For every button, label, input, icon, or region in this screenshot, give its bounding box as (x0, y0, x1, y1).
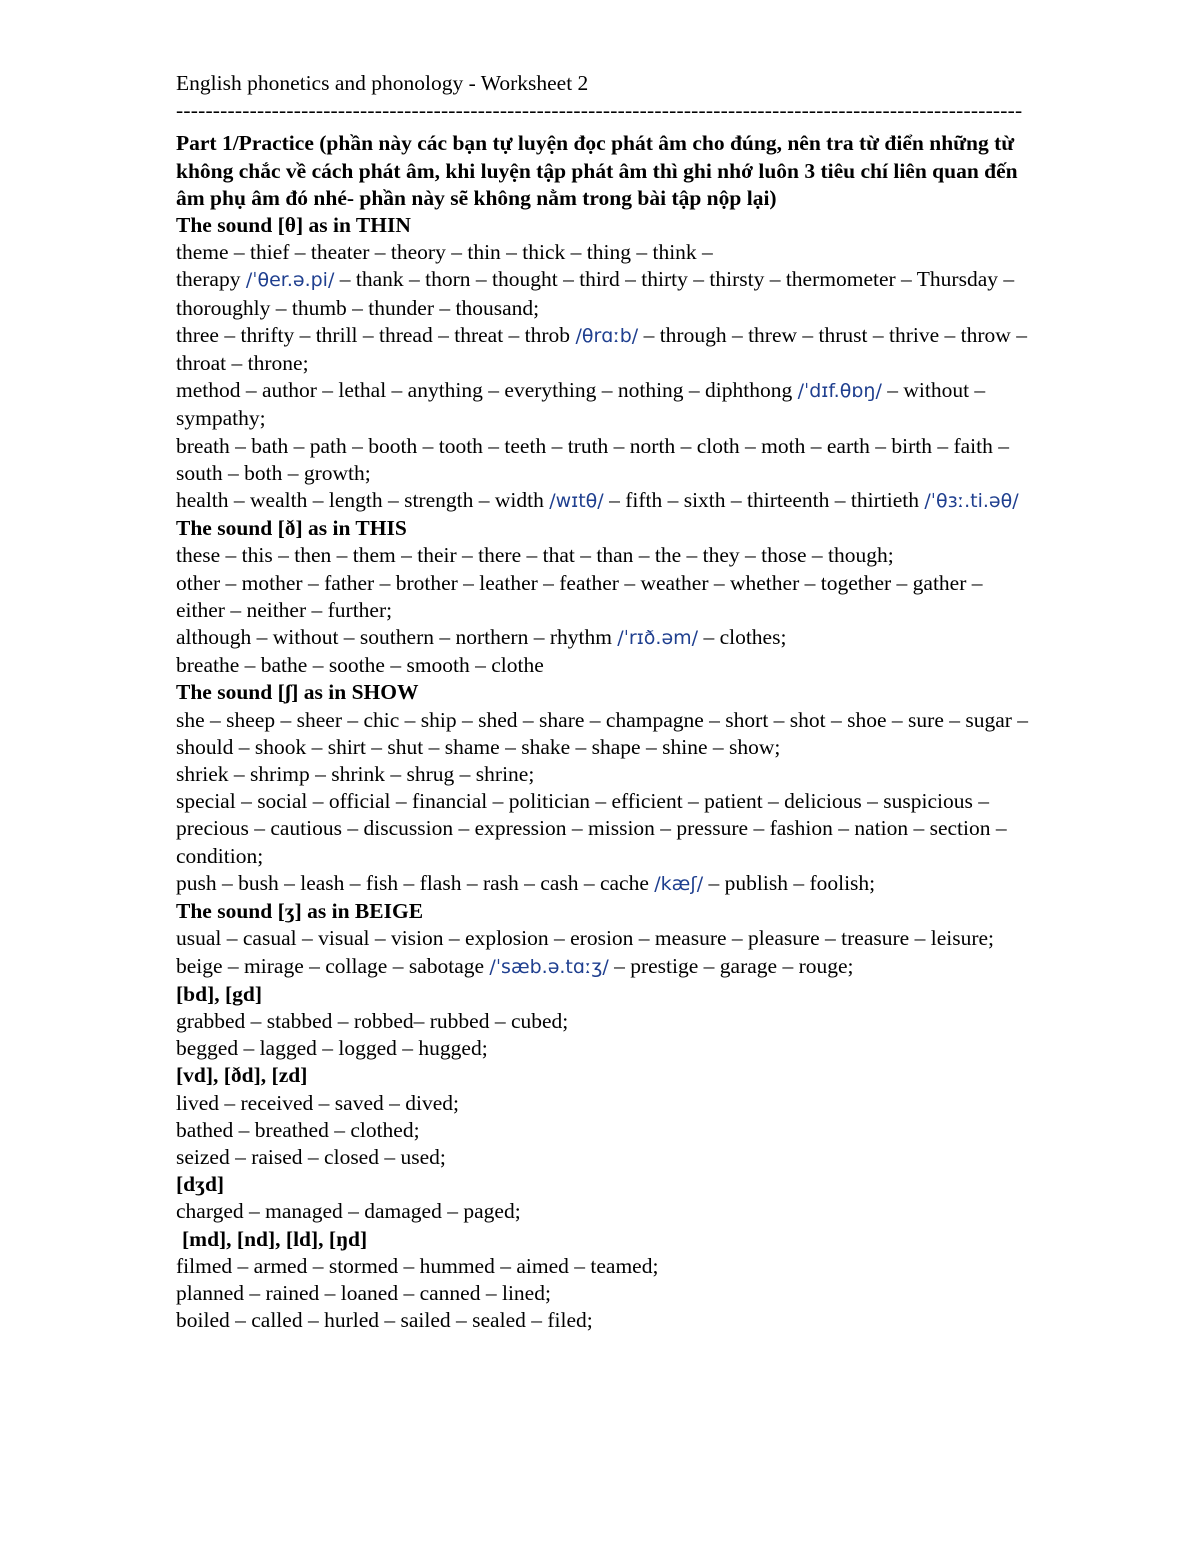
eth-line-2: other – mother – father – brother – leather – feather – weather – whether – together – gather – either – neither – further; (176, 570, 983, 622)
text: push – bush – leash – fish – flash – rash – cash – cache (176, 870, 655, 895)
text: beige – mirage – collage – sabotage (176, 953, 490, 978)
bd-gd-line-2: begged – lagged – logged – hugged; (176, 1036, 488, 1061)
text: although – without – southern – northern – rhythm (176, 625, 618, 650)
part1-title: Part 1/Practice (phần này các bạn tự luyện đọc phát âm cho đúng, nên tra từ điển những từ không chắc về cách phát âm, khi luyện tập phát âm thì ghi nhớ luôn 3 tiêu chí liên quan đến âm phụ âm đó nhé- phần này sẽ không nằm trong bài tập nộp lại) (176, 131, 1018, 210)
ipa-transcription: /ˈdɪf.θɒŋ/ (797, 380, 882, 403)
theta-line-2 (176, 266, 1036, 321)
section-theta-title: The sound [θ] as in THIN (176, 213, 411, 238)
text: health – wealth – length – strength – width (176, 488, 550, 513)
ipa-transcription: /wɪtθ/ (549, 490, 604, 513)
md-line-3: boiled – called – hurled – sailed – sealed – filed; (176, 1308, 593, 1333)
text: – prestige – garage – rouge; (608, 953, 854, 978)
section-dzd-title: [dʒd] (176, 1172, 225, 1197)
text: therapy (176, 267, 246, 292)
ipa-transcription: /θrɑːb/ (575, 324, 639, 347)
vd-line-1: lived – received – saved – dived; (176, 1090, 459, 1115)
text: – clothes; (698, 625, 787, 650)
esh-line-3: special – social – official – financial – politician – efficient – patient – delicious – suspicious – precious – cautious – discussion – expression – mission – pressure – fashion – nation – section – condition; (176, 789, 1007, 868)
vd-line-2: bathed – breathed – clothed; (176, 1117, 420, 1142)
bd-gd-line-1: grabbed – stabbed – robbed– rubbed – cubed; (176, 1008, 569, 1033)
section-eth-title: The sound [ð] as in THIS (176, 516, 407, 541)
dzd-line-1: charged – managed – damaged – paged; (176, 1199, 521, 1224)
ipa-transcription: /ˈθɜː.ti.əθ/ (924, 490, 1019, 513)
theta-line-6 (176, 487, 1036, 515)
md-line-1: filmed – armed – stormed – hummed – aimed – teamed; (176, 1253, 659, 1278)
text: – publish – foolish; (703, 870, 876, 895)
ipa-transcription: /kæʃ/ (654, 872, 704, 895)
md-line-2: planned – rained – loaned – canned – lined; (176, 1280, 551, 1305)
ezh-line-1: usual – casual – visual – vision – explosion – erosion – measure – pleasure – treasure – leisure; (176, 926, 994, 951)
ezh-line-2 (176, 953, 1036, 981)
text: – without – sympathy; (176, 378, 986, 431)
esh-line-4 (176, 870, 1036, 898)
text: – fifth – sixth – thirteenth – thirtieth (603, 488, 925, 513)
text: method – author – lethal – anything – everything – nothing – diphthong (176, 378, 798, 403)
theta-line-3 (176, 322, 1036, 377)
eth-line-3 (176, 624, 1036, 652)
text: – thank – thorn – thought – third – thirty – thirsty – thermometer – Thursday – thoroughly – thumb – thunder – thousand; (176, 267, 1015, 320)
section-ezh-title: The sound [ʒ] as in BEIGE (176, 899, 424, 924)
worksheet-page (176, 70, 1036, 1334)
text: three – thrifty – thrill – thread – threat – throb (176, 322, 576, 347)
ipa-transcription: /ˈsæb.ə.tɑːʒ/ (489, 955, 609, 978)
header-rule: ------------------------------------------------------------------------------------------------------------------- (176, 98, 1023, 123)
section-md-title: [md], [nd], [ld], [ŋd] (182, 1226, 368, 1251)
section-bd-gd-title: [bd], [gd] (176, 981, 263, 1006)
theta-line-4 (176, 377, 1036, 432)
theta-line-1: theme – thief – theater – theory – thin – thick – thing – think – (176, 240, 713, 265)
eth-line-1: these – this – then – them – their – there – that – than – the – they – those – though; (176, 543, 894, 568)
theta-line-5: breath – bath – path – booth – tooth – teeth – truth – north – cloth – moth – earth – birth – faith – south – both – growth; (176, 433, 1009, 485)
section-esh-title: The sound [ʃ] as in SHOW (176, 680, 419, 705)
esh-line-2: shriek – shrimp – shrink – shrug – shrine; (176, 762, 535, 787)
vd-line-3: seized – raised – closed – used; (176, 1144, 446, 1169)
ipa-transcription: /ˈθer.ə.pi/ (245, 269, 335, 292)
section-vd-title: [vd], [ðd], [zd] (176, 1063, 308, 1088)
esh-line-1: she – sheep – sheer – chic – ship – shed – share – champagne – short – shot – shoe – sure – sugar – should – shook – shirt – shut – shame – shake – shape – shine – show; (176, 707, 1029, 759)
text: – through – threw – thrust – thrive – throw – throat – throne; (176, 322, 1027, 376)
ipa-transcription: /ˈrɪð.əm/ (617, 627, 699, 650)
page-header: English phonetics and phonology - Worksheet 2 (176, 71, 589, 95)
eth-line-4: breathe – bathe – soothe – smooth – clothe (176, 653, 544, 678)
